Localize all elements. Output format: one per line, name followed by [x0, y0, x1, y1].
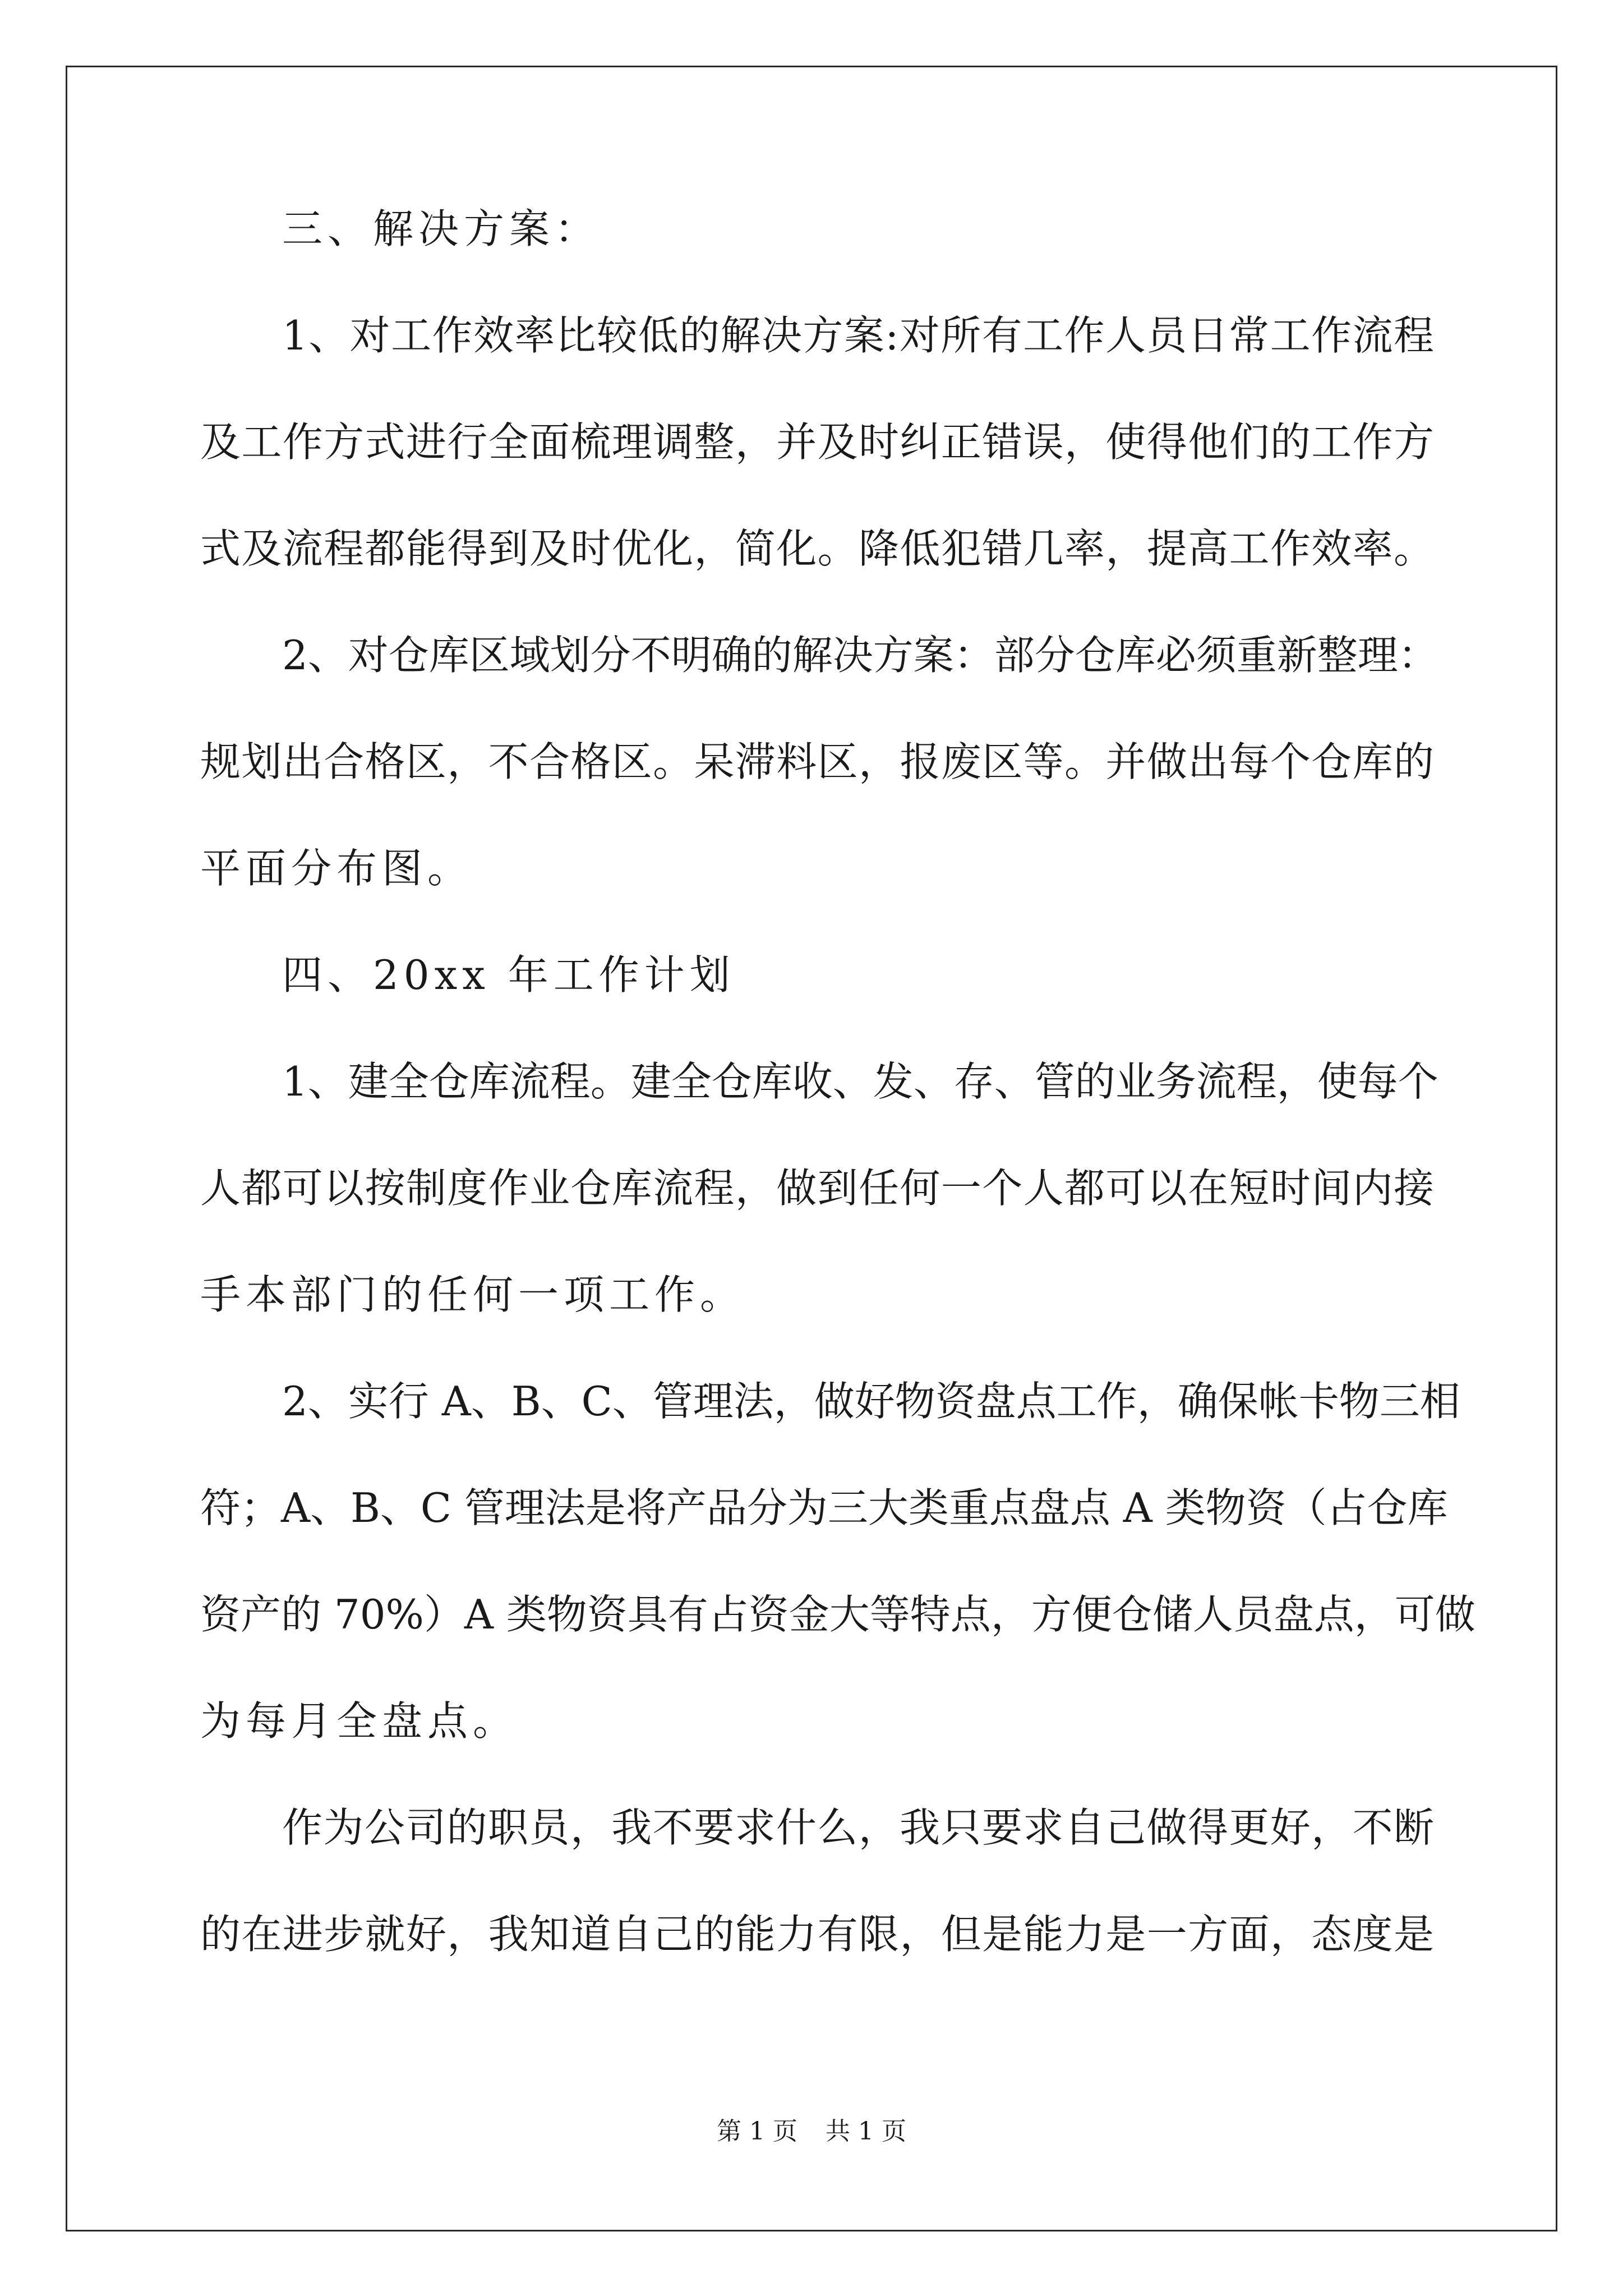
paragraph-line: 及工作方式进行全面梳理调整，并及时纠正错误，使得他们的工作方 [200, 418, 1434, 466]
paragraph-line: 手本部门的任何一项工作。 [200, 1271, 746, 1318]
paragraph-line: 规划出合格区，不合格区。呆滞料区，报废区等。并做出每个仓库的 [200, 738, 1434, 785]
paragraph-line: 2、实行 A、B、C、管理法，做好物资盘点工作，确保帐卡物三相 [282, 1378, 1460, 1425]
paragraph-line: 人都可以按制度作业仓库流程，做到任何一个人都可以在短时间内接 [200, 1165, 1434, 1212]
paragraph-line: 1、建全仓库流程。建全仓库收、发、存、管的业务流程，使每个 [282, 1058, 1438, 1105]
section-heading-work-plan: 四、20xx 年工作计划 [282, 951, 735, 999]
paragraph-line: 符；A、B、C 管理法是将产品分为三大类重点盘点 A 类物资（占仓库 [200, 1484, 1448, 1531]
paragraph-line: 的在进步就好，我知道自己的能力有限，但是能力是一方面，态度是 [200, 1911, 1434, 1958]
paragraph-line: 为每月全盘点。 [200, 1697, 519, 1745]
page-total: 共 1 页 [826, 2117, 906, 2146]
paragraph-line: 2、对仓库区域划分不明确的解决方案：部分仓库必须重新整理： [282, 632, 1438, 679]
paragraph-line: 作为公司的职员，我不要求什么，我只要求自己做得更好，不断 [282, 1804, 1434, 1851]
paragraph-line: 式及流程都能得到及时优化，简化。降低犯错几率，提高工作效率。 [200, 525, 1434, 572]
page-border [66, 66, 1557, 2231]
section-heading-solutions: 三、解决方案： [282, 205, 601, 252]
page-number: 第 1 页 [717, 2117, 797, 2146]
paragraph-line: 1、对工作效率比较低的解决方案:对所有工作人员日常工作流程 [282, 312, 1434, 359]
paragraph-line: 平面分布图。 [200, 845, 473, 892]
paragraph-line: 资产的 70%）A 类物资具有占资金大等特点，方便仓储人员盘点，可做 [200, 1591, 1476, 1638]
page-footer [0, 2119, 1623, 2144]
